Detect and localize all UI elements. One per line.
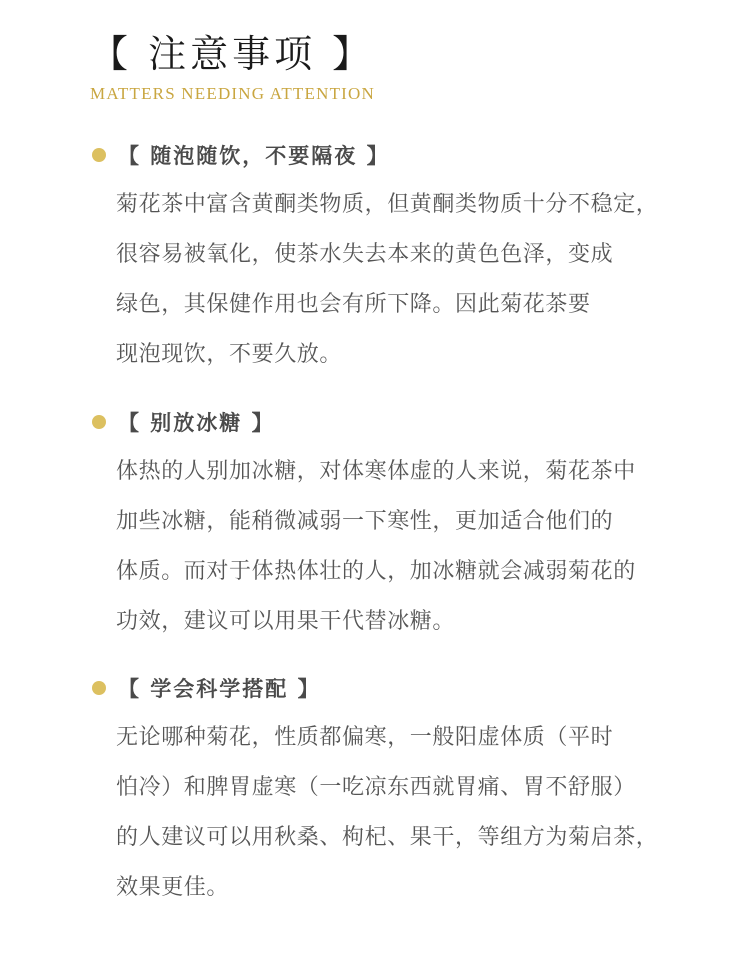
bullet-dot-icon xyxy=(92,148,106,162)
section-no-rock-sugar xyxy=(92,407,692,647)
page-title: 【 注意事项 】 xyxy=(90,32,375,76)
section-scientific-pairing xyxy=(92,673,692,913)
body-line: 功效，建议可以用果干代替冰糖。 xyxy=(116,609,456,634)
section-body xyxy=(116,713,664,913)
page-header xyxy=(90,30,375,104)
section-steep-and-drink xyxy=(92,140,692,380)
section-heading xyxy=(92,407,692,437)
section-heading xyxy=(92,673,692,703)
bullet-dot-icon xyxy=(92,415,106,429)
section-title: 【 学会科学搭配 】 xyxy=(118,677,321,701)
body-line: 现泡现饮，不要久放。 xyxy=(116,342,343,367)
body-line: 体热的人别加冰糖，对体寒体虚的人来说，菊花茶中 xyxy=(116,459,636,484)
section-body xyxy=(116,447,664,647)
body-line: 的人建议可以用秋桑、枸杞、果干，等组方为菊启茶， xyxy=(116,825,659,850)
body-line: 加些冰糖，能稍微减弱一下寒性，更加适合他们的 xyxy=(116,509,614,534)
section-body xyxy=(116,180,664,380)
section-title: 【 随泡随饮，不要隔夜 】 xyxy=(118,144,390,168)
section-title: 【 别放冰糖 】 xyxy=(118,411,275,435)
body-line: 绿色，其保健作用也会有所下降。因此菊花茶要 xyxy=(116,292,591,317)
page-subtitle: MATTERS NEEDING ATTENTION xyxy=(90,84,375,103)
body-line: 怕冷）和脾胃虚寒（一吃凉东西就胃痛、胃不舒服） xyxy=(116,775,636,800)
bullet-dot-icon xyxy=(92,681,106,695)
section-heading xyxy=(92,140,692,170)
body-line: 菊花茶中富含黄酮类物质，但黄酮类物质十分不稳定， xyxy=(116,192,659,217)
body-line: 体质。而对于体热体壮的人，加冰糖就会减弱菊花的 xyxy=(116,559,636,584)
body-line: 很容易被氧化，使茶水失去本来的黄色色泽，变成 xyxy=(116,242,614,267)
body-line: 效果更佳。 xyxy=(116,875,230,900)
body-line: 无论哪种菊花，性质都偏寒，一般阳虚体质（平时 xyxy=(116,725,614,750)
